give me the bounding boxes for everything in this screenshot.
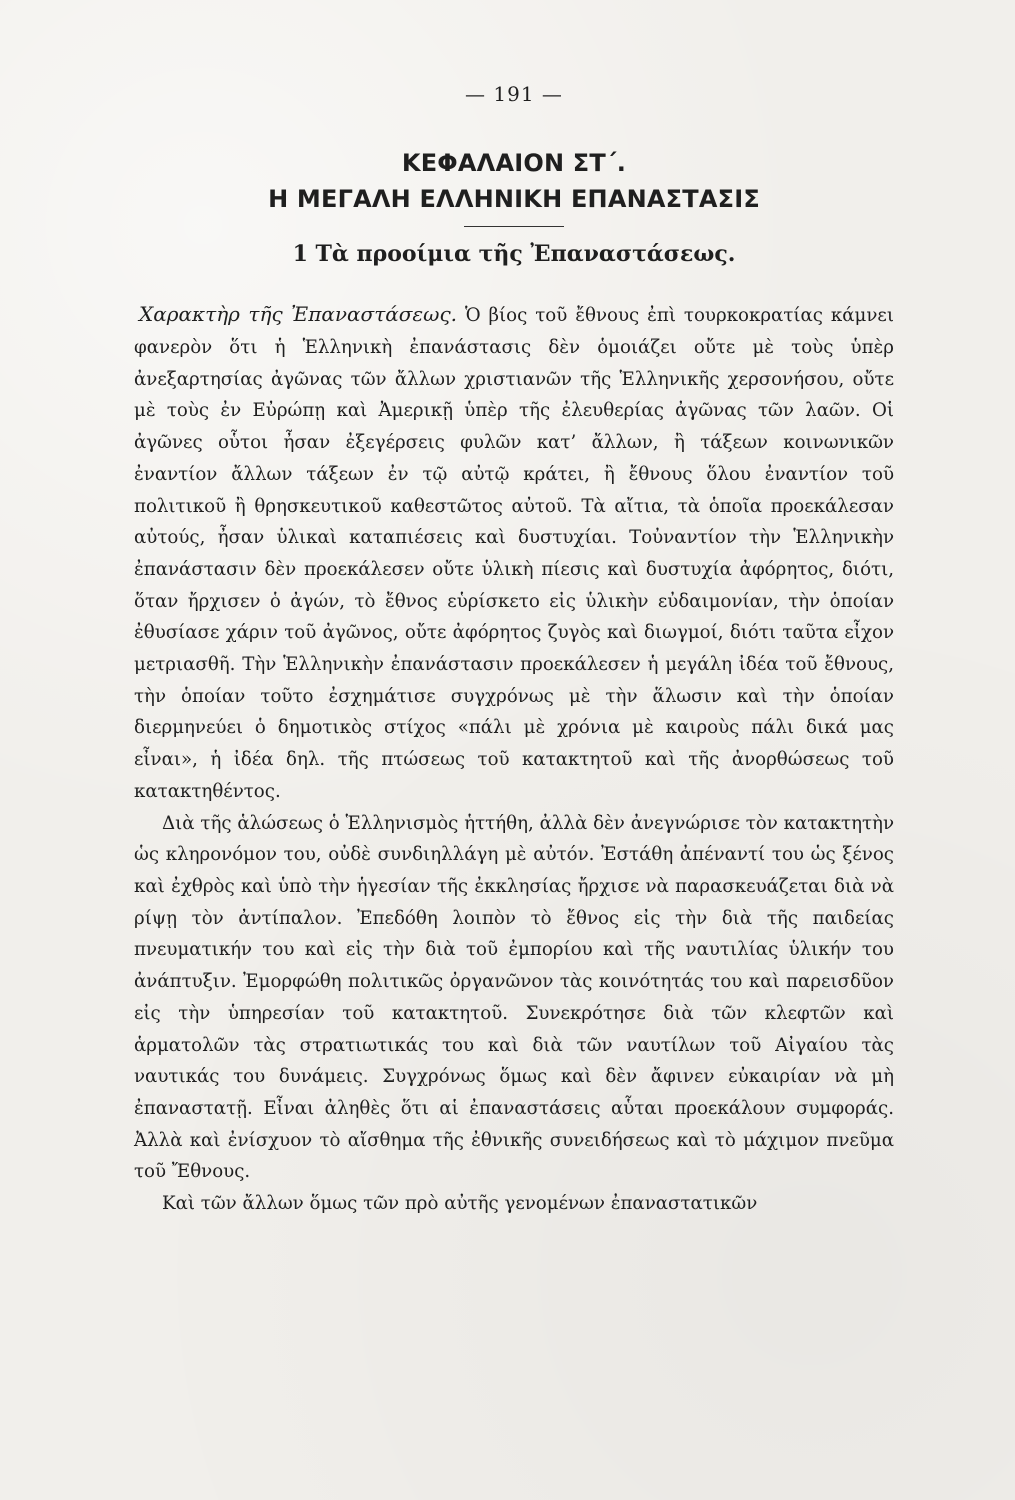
chapter-label: ΚΕΦΑΛΑΙΟΝ ΣΤ΄.: [401, 149, 627, 177]
paragraph-1-lead: Χαρακτὴρ τῆς Ἐπαναστάσεως.: [139, 302, 458, 327]
paragraph-2-text: Διὰ τῆς ἁλώσεως ὁ Ἑλληνισμὸς ἡττήθη, ἀλλὰ δὲν ἀνεγνώρισε τὸν κατακτητὴν ὡς κληρονόμον του, οὐδὲ συνδιηλλάγη μὲ αὐτόν. Ἐστάθη ἀπέναντί του ὡς ξένος καὶ ἐχθρὸς καὶ ὑπὸ τὴν ἡγεσίαν τῆς ἐκκλησίας ἤρχισε νὰ παρασκευάζεται διὰ νὰ ρίψῃ τὸν ἀντίπαλον. Ἐπεδόθη λοιπὸν τὸ ἔθνος εἰς τὴν διὰ τῆς παιδείας πνευματικήν του καὶ εἰς τὴν διὰ τοῦ ἐμπορίου καὶ τῆς ναυτιλίας ὑλικήν του ἀνάπτυξιν. Ἐμορφώθη πολιτικῶς ὀργανῶνον τὰς κοινότητάς του καὶ παρεισδῦον εἰς τὴν ὑπηρεσίαν τοῦ κατακτητοῦ. Συνεκρότησε διὰ τῶν κλεφτῶν καὶ ἁρματολῶν τὰς στρατιωτικάς του καὶ διὰ τῶν ναυτίλων τοῦ Αἰγαίου τὰς ναυτικάς του δυνάμεις. Συγχρόνως ὅμως καὶ δὲν ἄφινεν εὐκαιρίαν νὰ μὴ ἐπαναστατῇ. Εἶναι ἀληθὲς ὅτι αἱ ἐπαναστάσεις αὗται προεκάλουν συμφοράς. Ἀλλὰ καὶ ἐνίσχυον τὸ αἴσθημα τῆς ἐθνικῆς συνειδήσεως καὶ τὸ μάχιμον πνεῦμα τοῦ Ἔθνους.: [134, 812, 894, 1183]
page-content: [134, 82, 894, 1220]
chapter-title: Η ΜΕΓΑΛΗ ΕΛΛΗΝΙΚΗ ΕΠΑΝΑΣΤΑΣΙΣ: [268, 184, 760, 213]
paragraph-3: [134, 1188, 894, 1220]
paragraph-1: [134, 299, 894, 807]
section-title: 1 Τὰ προοίμια τῆς Ἐπαναστάσεως.: [292, 241, 736, 268]
paragraph-1-text: Ὁ βίος τοῦ ἔθνους ἐπὶ τουρκοκρατίας κάμνει φανερὸν ὅτι ἡ Ἑλληνικὴ ἐπανάστασις δὲν ὁμοιάζει οὔτε μὲ τοὺς ὑπὲρ ἀνεξαρτησίας ἀγῶνας τῶν ἄλλων χριστιανῶν τῆς Ἑλληνικῆς χερσονήσου, οὔτε μὲ τοὺς ἐν Εὐρώπῃ καὶ Ἀμερικῇ ὑπὲρ τῆς ἐλευθερίας ἀγῶνας τῶν λαῶν. Οἱ ἀγῶνες οὗτοι ἦσαν ἐξεγέρσεις φυλῶν κατ’ ἄλλων, ἢ τάξεων κοινωνικῶν ἐναντίον ἄλλων τάξεων ἐν τῷ αὐτῷ κράτει, ἢ ἔθνους ὅλου ἐναντίον τοῦ πολιτικοῦ ἢ θρησκευτικοῦ καθεστῶτος αὐτοῦ. Τὰ αἴτια, τὰ ὁποῖα προεκάλεσαν αὐτούς, ἦσαν ὑλικαὶ καταπιέσεις καὶ δυστυχίαι. Τοὐναντίον τὴν Ἑλληνικὴν ἐπανάστασιν δὲν προεκάλεσεν οὔτε ὑλικὴ πίεσις καὶ δυστυχία ἀφόρητος, διότι, ὅταν ἤρχισεν ὁ ἀγών, τὸ ἔθνος εὑρίσκετο εἰς ὑλικὴν εὐδαιμονίαν, τὴν ὁποίαν ἐθυσίασε χάριν τοῦ ἀγῶνος, οὔτε ἀφόρητος ζυγὸς καὶ διωγμοί, διότι ταῦτα εἶχον μετριασθῆ. Τὴν Ἑλληνικὴν ἐπανάστασιν προεκάλεσεν ἡ μεγάλη ἰδέα τοῦ ἔθνους, τὴν ὁποίαν τοῦτο ἐσχημάτισε συγχρόνως μὲ τὴν ἅλωσιν καὶ τὴν ὁποίαν διερμηνεύει ὁ δημοτικὸς στίχος «πάλι μὲ χρόνια μὲ καιροὺς πάλι δικά μας εἶναι», ἡ ἰδέα δηλ. τῆς πτώσεως τοῦ κατακτητοῦ καὶ τῆς ἀνορθώσεως τοῦ κατακτηθέντος.: [134, 305, 894, 802]
title-divider: [464, 226, 564, 227]
page-number: — 191 —: [465, 82, 563, 106]
paragraph-3-text: Καὶ τῶν ἄλλων ὅμως τῶν πρὸ αὐτῆς γενομένων ἐπαναστατικῶν: [162, 1193, 758, 1215]
body-text: [134, 299, 894, 1219]
paragraph-2: [134, 808, 894, 1188]
